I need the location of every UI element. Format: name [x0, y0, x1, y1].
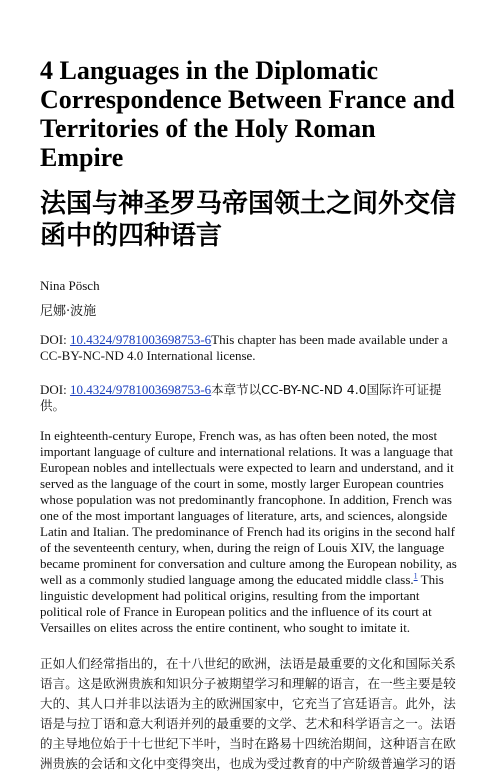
- doi-license-zh: [40, 382, 460, 414]
- doi-link-en[interactable]: 10.4324/9781003698753-6: [69, 332, 212, 347]
- license-text-zh: 本章节以CC-BY-NC-ND 4.0国际许可证提供。: [40, 382, 442, 413]
- doi-license-en: [40, 332, 460, 364]
- author-name-zh: 尼娜·波施: [40, 304, 97, 319]
- doi-link-zh[interactable]: 10.4324/9781003698753-6: [69, 382, 212, 397]
- doi-label: DOI:: [40, 332, 70, 347]
- body-text-part1: In eighteenth-century Europe, French was, as has often been noted, the most important language of culture and international relations. It was a language that European nobles and intellectuals were expected to learn and understand, and it served as the language of the court in some, mostly larger European countries whose population was not predominantly francophone. In addition, French was one of the most important languages of literature, arts, and sciences, alongside Latin and Italian. The predominance of French had its origins in the second half of the seventeenth century, when, during the reign of Louis XIV, the language became prominent for conversation and culture among the European nobility, as well as a commonly studied language among the educated middle class.: [40, 428, 457, 587]
- chapter-title-en: 4 Languages in the Diplomatic Correspondence Between France and Territories of the Holy Roman Empire: [40, 56, 455, 172]
- doi-label-zh: DOI:: [40, 382, 70, 397]
- body-paragraph-en: [40, 428, 460, 636]
- chapter-title-zh: 法国与神圣罗马帝国领土之间外交信函中的四种语言: [40, 189, 457, 251]
- body-paragraph-zh: 正如人们经常指出的，在十八世纪的欧洲，法语是最重要的文化和国际关系语言。这是欧洲贵族和知识分子被期望学习和理解的语言，在一些主要是较大的、其人口并非以法语为主的欧洲国家中，它充当了宫廷语言。此外，法语是与拉丁语和意大利语并列的最重要的文学、艺术和科学语言之一。法语的主导地位始于十七世纪下半叶，当时在路易十四统治期间，这种语言在欧洲贵族的会话和文化中变得突出，也成为受过教育的中产阶级普遍学习的语: [40, 656, 456, 771]
- license-text-en: This chapter has been made available under a CC-BY-NC-ND 4.0 International license.: [40, 332, 448, 363]
- footnote-marker[interactable]: 1: [413, 571, 418, 581]
- author-name-en: Nina Pösch: [40, 278, 100, 293]
- body-text-part2: This linguistic development had political origins, resulting from the important political role of France in European politics and the influence of its court at Versailles on elites across the entire continent, who sought to imitate it.: [40, 572, 444, 635]
